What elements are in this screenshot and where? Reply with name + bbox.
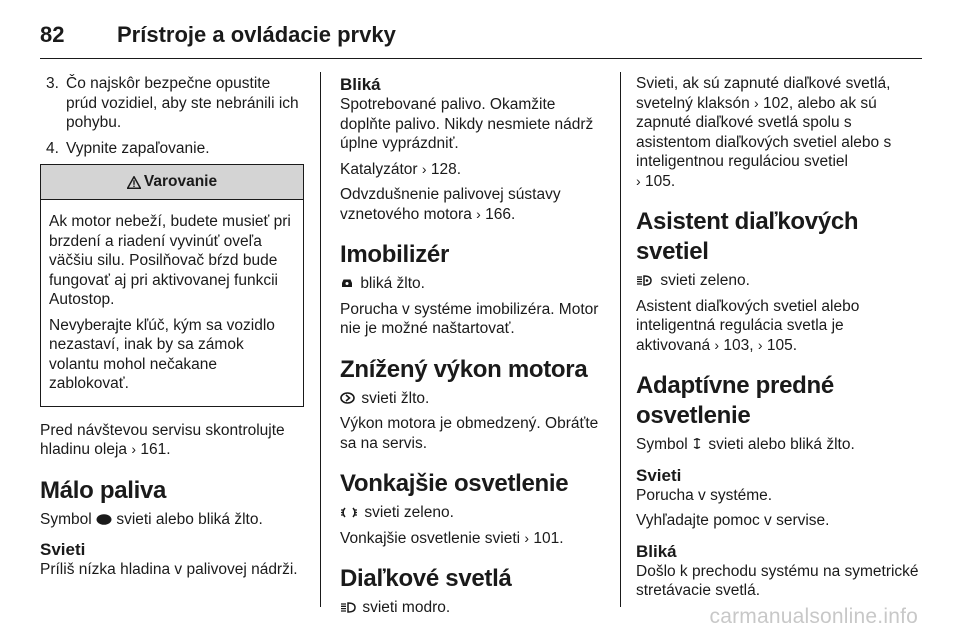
afl-svieti-text: Porucha v systéme. bbox=[636, 486, 773, 504]
afl-text: Symbol svieti alebo bliká žlto. bbox=[636, 436, 855, 453]
section-title-power: Znížený výkon motora bbox=[340, 355, 588, 383]
immobilizer-status: bliká žlto. bbox=[340, 274, 606, 294]
warning-triangle-icon bbox=[127, 176, 141, 189]
watermark: carmanualsonline.info bbox=[709, 605, 918, 628]
page-title: Prístroje a ovládacie prvky bbox=[117, 22, 396, 47]
warning-text: Ak motor nebeží, budete musieť pri brzdení a riadení vyvinúť oveľa väčšiu silu. Posilňovač bŕzd bude fungovať aj pri aktivovanej funkcii Autostop. bbox=[49, 213, 291, 308]
exterior-status: svieti zeleno. bbox=[340, 503, 606, 523]
page-number: 82 bbox=[40, 22, 65, 47]
car-key-icon bbox=[340, 274, 354, 294]
power-status: svieti žlto. bbox=[340, 389, 606, 409]
list-text: Čo najskôr bezpečne opustite prúd vozidiel, aby ste nebránili ich pohybu. bbox=[66, 75, 299, 131]
arrow-ref-icon: › bbox=[476, 205, 481, 222]
section-title-exterior: Vonkajšie osvetlenie bbox=[340, 470, 569, 497]
column-divider bbox=[620, 72, 621, 607]
list-item bbox=[46, 74, 304, 133]
list-item bbox=[46, 139, 304, 159]
fuel-svieti-text: Príliš nízka hladina v palivovej nádrži. bbox=[40, 561, 298, 578]
power-text: Výkon motora je obmedzený. Obráťte sa na servis. bbox=[340, 415, 599, 452]
warning-box bbox=[40, 164, 304, 407]
service-text: Pred návštevou servisu skontrolujte hladinu oleja › 161. bbox=[40, 421, 285, 458]
list-number: 3. bbox=[46, 75, 59, 92]
adaptive-light-icon bbox=[692, 435, 702, 455]
subsection-title: Svieti bbox=[636, 465, 682, 485]
column-divider bbox=[320, 72, 321, 607]
warning-body bbox=[41, 200, 303, 406]
arrow-ref-icon: › bbox=[714, 336, 720, 353]
fuel-text: Symbol svieti alebo bliká žlto. bbox=[40, 510, 263, 528]
list-number: 4. bbox=[46, 139, 59, 157]
header-rule bbox=[40, 58, 922, 59]
warning-text: Nevyberajte kľúč, kým sa vozidlo nezastaví, inak by sa zámok volantu mohol nečakane zablokovať. bbox=[49, 316, 275, 392]
arrow-ref-icon: › bbox=[754, 94, 759, 111]
page-header bbox=[40, 14, 920, 50]
column-3 bbox=[636, 74, 920, 607]
arrow-ref-icon: › bbox=[636, 172, 641, 189]
afl-blika-text: Došlo k prechodu systému na symetrické stretávacie svetlá. bbox=[636, 562, 919, 599]
list-text: Vypnite zapaľovanie. bbox=[66, 139, 210, 157]
column-2 bbox=[340, 74, 606, 624]
column-1 bbox=[40, 74, 304, 586]
fuel-blika-text: Spotrebované palivo. Okamžite doplňte palivo. Nikdy nesmiete nádrž úplne vyprázdniť. bbox=[340, 96, 594, 152]
section-title-assist: Asistent diaľkových svetiel bbox=[636, 208, 859, 265]
arrow-ref-icon: › bbox=[757, 336, 763, 353]
section-title-immobilizer: Imobilizér bbox=[340, 241, 450, 268]
bleeding-text: Odvzdušnenie palivovej sústavy vznetového motora › 166. bbox=[340, 186, 561, 223]
arrow-ref-icon: › bbox=[524, 529, 530, 546]
section-title-fuel: Málo paliva bbox=[40, 476, 167, 504]
subsection-title: Svieti bbox=[40, 540, 86, 559]
section-title-high-beam: Diaľkové svetlá bbox=[340, 565, 512, 592]
subsection-title: Bliká bbox=[340, 75, 381, 94]
high-beam-text: Svieti, ak sú zapnuté diaľkové svetlá, svetelný klaksón › 102, alebo ak sú zapnuté diaľkové svetlá spolu s asistentom diaľkových svetiel alebo s inteligentnou reguláciou svetiel › 105. bbox=[636, 75, 892, 190]
warning-title: Varovanie bbox=[143, 173, 218, 190]
high-beam-icon bbox=[340, 598, 356, 618]
section-title-afl: Adaptívne predné osvetlenie bbox=[636, 372, 834, 429]
catalyst-text: Katalyzátor › 128. bbox=[340, 160, 462, 178]
assist-status: svieti zeleno. bbox=[636, 271, 920, 291]
subsection-title: Bliká bbox=[636, 541, 677, 561]
exterior-light-icon bbox=[340, 503, 358, 523]
high-beam-status: svieti modro. bbox=[340, 598, 606, 618]
immobilizer-text: Porucha v systéme imobilizéra. Motor nie je možné naštartovať. bbox=[340, 300, 599, 337]
arrow-ref-icon: › bbox=[131, 441, 137, 457]
afl-svieti-text: Vyhľadajte pomoc v servise. bbox=[636, 512, 830, 529]
fuel-drop-icon bbox=[96, 511, 112, 528]
arrow-ref-icon: › bbox=[421, 160, 427, 177]
exterior-text: Vonkajšie osvetlenie svieti › 101. bbox=[340, 529, 564, 547]
warning-header bbox=[41, 165, 303, 200]
engine-power-icon bbox=[340, 389, 355, 409]
high-beam-assist-icon bbox=[636, 271, 654, 291]
assist-text: Asistent diaľkových svetiel alebo inteligentná regulácia svetla je aktivovaná › 103, › 105. bbox=[636, 297, 860, 354]
